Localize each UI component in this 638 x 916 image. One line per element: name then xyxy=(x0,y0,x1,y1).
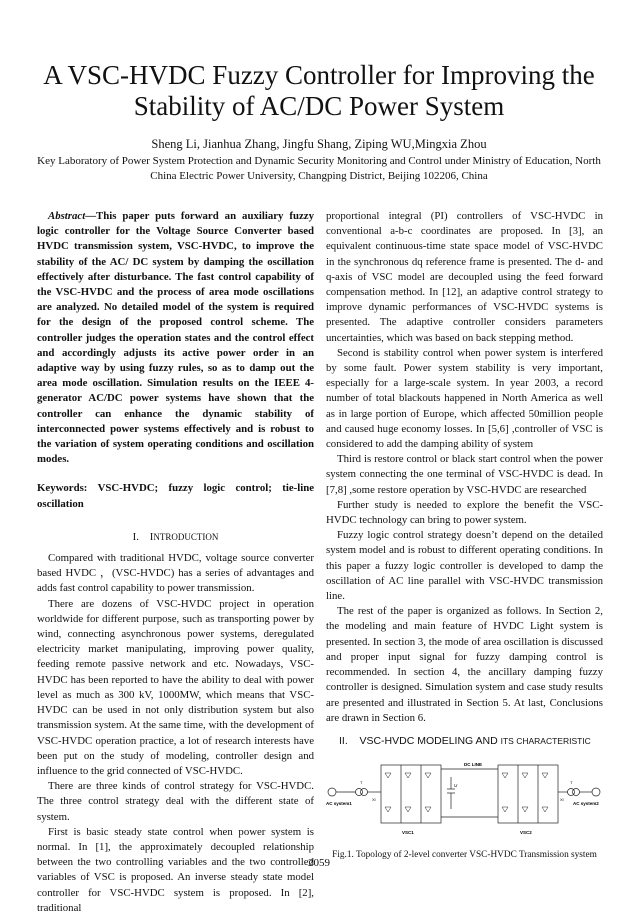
reactor1-label: Xl xyxy=(372,797,376,803)
transformer1-label: T xyxy=(360,780,363,786)
section-heading-modeling: II. VSC-HVDC MODELING AND ITS CHARACTERISTIC xyxy=(339,734,591,747)
page-number: 2059 xyxy=(308,857,330,869)
paragraph: Fuzzy logic control strategy doesn’t depend on the detailed system model and is robust to different operating conditions. In this paper a fuzzy logic controller is developed to damp the oscillation of AC line parallel with VSC-HVDC transmission line. xyxy=(326,529,603,603)
abstract xyxy=(37,209,314,467)
paper-title: A VSC-HVDC Fuzzy Controller for Improving the Stability of AC/DC Power System xyxy=(43,60,595,121)
vsc-hvdc-topology-diagram xyxy=(326,759,603,837)
keywords: Keywords: VSC-HVDC; fuzzy logic control; tie-line oscillation xyxy=(37,482,314,510)
paragraph: There are dozens of VSC-HVDC project in operation worldwide for different purpose, such as transporting power by wind, connecting asynchronous power systems, deregulated electricity market manipulating, improving power quality, feeding remote passive network and etc. Nowadays, VSC-HVDC has been reported to have the ability to deal with power level as much as 300 kV, 1000MW, which means that VSC-HVDC can be used in not only distribution system but also transmission system. At the same time, with the development of VSC-HVDC operation practice, a lot of research interests have been put on the study of modeling, controller design and influence to the grid connected of VSC-HVDC. xyxy=(37,597,314,777)
paragraph: proportional integral (PI) controllers of VSC-HVDC in conventional a-b-c coordinates are proposed. In [3], an equivalent continuous-time state space model of VSC-HVDC in the synchronous dq reference frame is presented. The d- and q-axis of VSC model are decoupled using the feed forward compensation method. In [12], an adaptive control strategy to improve dynamic performances of VSC-HVDC systems is presented. The adaptive controller considers parameters uncertainties, which was based on back stepping method. xyxy=(326,210,603,344)
right-column xyxy=(326,209,603,864)
vsc2-label: VSC2 xyxy=(520,830,532,836)
paragraph: Second is stability control when power system is interfered by some fault. Power system stability is very important, especially for a large-scale system. In year 2003, a record number of total blackouts happened in North America as well as in large portion of Europe, which affected 50million people and caused huge economy losses. In [5,6] ,controller of VSC is considered to add the damping ability of system xyxy=(326,346,603,451)
abstract-label: Abstract xyxy=(48,210,86,222)
figure-caption: Fig.1. Topology of 2-level converter VSC-HVDC Transmission system xyxy=(332,850,597,861)
paragraph: Further study is needed to explore the benefit the VSC-HVDC technology can bring to power system. xyxy=(326,498,603,527)
paragraph: Compared with traditional HVDC, voltage source converter based HVDC ，(VSC-HVDC) has a series of advantages and adds fast control capability to power transmission. xyxy=(37,552,314,595)
author-list: Sheng Li, Jianhua Zhang, Jingfu Shang, Ziping WU,Mingxia Zhou xyxy=(151,137,487,151)
dc-voltage-label: U xyxy=(454,783,458,789)
abstract-text: —This paper puts forward an auxiliary fuzzy logic controller for the Voltage Source Converter based HVDC transmission system, VSC-HVDC, to improve the stability of the AC/ DC system by damping the oscillation effectively after disturbance. The fast control capability of the VSC-HVDC and the process of area mode oscillations are analyzed. No detailed model of the system is required for the design of the proposed control scheme. The controller judges the operation states and the control effect and accordingly adjusts its active power order in an adaptive way by using fuzzy rules, so as to damp out the area mode oscillation. Simulation results on the IEEE 4-generator AC/DC power systems have shown that the controller can enhance the dynamic stability of interconnected power systems effectively and is robust to the variation of system operating conditions and oscillation modes. xyxy=(37,210,314,466)
transformer2-label: T xyxy=(570,780,573,786)
vsc1-label: VSC1 xyxy=(402,830,414,836)
paragraph: Third is restore control or black start control when the power system connecting the one terminal of VSC-HVDC is dead. In [7,8] ,some restore operation by VSC-HVDC are researched xyxy=(326,453,603,496)
paragraph: First is basic steady state control when power system is normal. In [1], the approximately decoupled relationship between the two controlling variables and the two controlled variables of VSC is proposed. An inverse steady state model controller for VSC-HVDC system is proposed. In [2], traditional xyxy=(37,825,314,914)
reactor2-label: Xl xyxy=(560,797,564,803)
ac-system1-label: AC system1 xyxy=(326,801,352,807)
dc-line-label: DC LINE xyxy=(464,762,482,768)
affiliation: Key Laboratory of Power System Protection and Dynamic Security Monitoring and Control under Ministry of Education, North China Electric Power University, Changping District, Beijing 102206, China xyxy=(37,155,601,182)
paragraph: There are three kinds of control strategy for VSC-HVDC. The three control strategy deal with the different state of system. xyxy=(37,780,314,823)
section-heading-introduction: I. INTRODUCTION xyxy=(132,530,219,543)
left-column xyxy=(37,209,314,916)
ac-system2-label: AC system2 xyxy=(573,801,599,807)
paragraph: The rest of the paper is organized as follows. In Section 2, the modeling and main feature of HVDC Light system is presented. In section 3, the mode of area oscillation is discussed and proper input signal for fuzzy damping control is recommended. In section 4, the ancillary damping fuzzy controller is designed. Simulation system and case study results are presented and illustrated in Section 5. At last, Conclusions are drawn in Section 6. xyxy=(326,605,603,724)
